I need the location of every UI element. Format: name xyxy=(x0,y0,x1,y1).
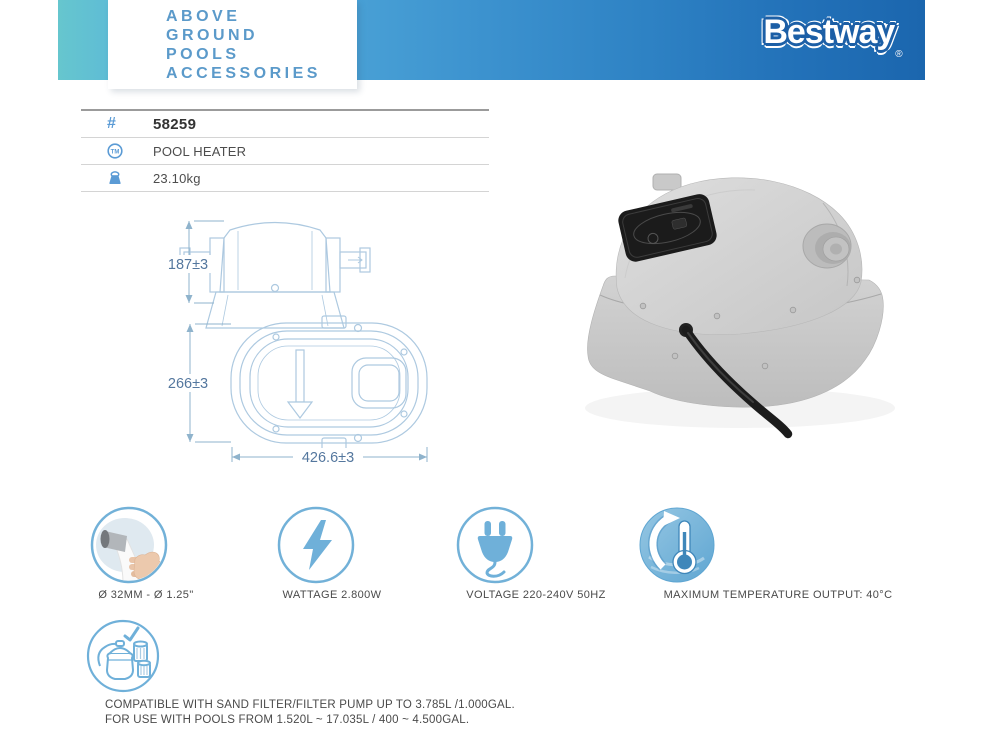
spec-label-wattage: WATTAGE 2.800W xyxy=(282,589,382,601)
filter-compatibility-icon xyxy=(84,616,164,696)
product-sku: 58259 xyxy=(153,115,197,133)
weight-icon xyxy=(107,170,123,186)
compatibility-line-1: COMPATIBLE WITH SAND FILTER/FILTER PUMP UP TO 3.785L /1.000GAL. xyxy=(105,699,515,711)
dimension-height-label: 187±3 xyxy=(167,257,209,273)
spec-label-diameter: Ø 32MM - Ø 1.25" xyxy=(98,589,194,601)
category-title-box xyxy=(108,0,357,89)
category-line: GROUND xyxy=(166,27,259,44)
item-number-icon: # xyxy=(107,115,116,132)
registered-mark: ® xyxy=(895,49,903,60)
product-photo xyxy=(555,158,955,468)
product-info-table xyxy=(81,109,489,192)
compatibility-line-2: FOR USE WITH POOLS FROM 1.520L ~ 17.035L / 400 ~ 4.500GAL. xyxy=(105,714,470,726)
spec-label-temperature: MAXIMUM TEMPERATURE OUTPUT: 40°C xyxy=(663,589,893,601)
technical-drawing xyxy=(100,200,460,475)
brand-logo xyxy=(748,13,918,60)
side-view-drawing xyxy=(180,223,370,329)
thermometer-icon xyxy=(637,505,717,585)
table-row-weight xyxy=(81,165,489,192)
spec-label-voltage: VOLTAGE 220-240V 50HZ xyxy=(466,589,606,601)
category-line: ABOVE xyxy=(166,8,241,25)
category-line: POOLS xyxy=(166,46,240,63)
dimension-depth-label: 266±3 xyxy=(167,376,209,392)
brand-logo-text: Bestway xyxy=(763,13,895,51)
plug-icon xyxy=(455,505,535,585)
top-view-drawing xyxy=(231,316,427,450)
dimension-width-label: 426.6±3 xyxy=(301,450,355,466)
depth-dimension-lines xyxy=(190,324,427,462)
trademark-icon xyxy=(107,143,123,159)
category-line: ACCESSORIES xyxy=(166,65,321,82)
product-name: POOL HEATER xyxy=(153,143,247,159)
table-row-sku xyxy=(81,111,489,138)
product-weight: 23.10kg xyxy=(153,170,201,186)
compatibility-note xyxy=(105,698,515,728)
svg-text:TM: TM xyxy=(110,149,120,156)
hose-diameter-icon xyxy=(89,505,169,585)
table-row-name xyxy=(81,138,489,165)
lightning-icon xyxy=(276,505,356,585)
